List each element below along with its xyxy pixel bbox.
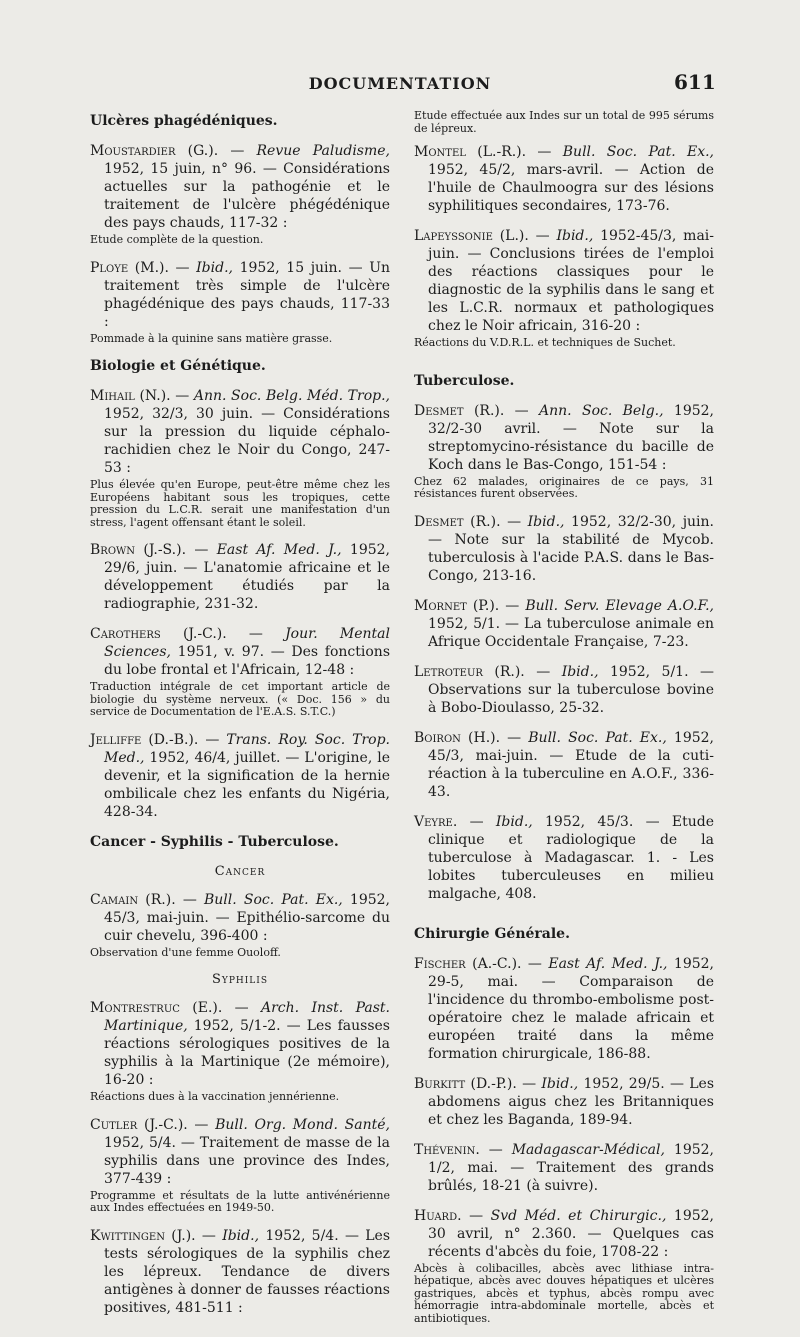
section-title: Biologie et Génétique. — [90, 358, 266, 374]
entry-note: Plus élevée qu'en Europe, peut-être même chez les Européens habitant sous les tropiques, cette pression du L.C.R. serait une manifestation d'un stress, l'agent offensant étant le soleil. — [90, 478, 390, 529]
entry-journal: Ann. Soc. Belg. Méd. Trop., — [193, 388, 390, 404]
entry-journal: Bull. Soc. Pat. Ex., — [528, 729, 667, 746]
entry-details: 1952-45/3, mai-juin. — Conclusions tirées de l'emploi des réactions classiques pour le diagnostic de la syphilis dans le sang et les L.C.R. normaux et pathologiques chez le Noir africain, 316-20 : — [428, 228, 715, 334]
entry-journal: Ibid., — [196, 259, 233, 276]
entry-author: Desmet — [414, 513, 464, 530]
entry-details: 1952, 15 juin. — Un traitement très simple de l'ulcère phagédénique des pays chauds, 117-33 : — [104, 259, 391, 330]
bibliography-entry: Boiron (H.). — Bull. Soc. Pat. Ex., 1952, 45/3, mai-juin. — Etude de la cuti-réaction à la tuberculine en A.O.F., 336-43. — [414, 729, 715, 800]
entry-journal: Ann. Soc. Belg., — [539, 402, 664, 419]
entry-details: 1952, 30 avril, n° 2.360. — Quelques cas récents d'abcès du foie, 1708-22 : — [428, 1207, 715, 1260]
entry-journal: Ibid., — [541, 1075, 579, 1092]
entry-journal: Ibid., — [222, 1227, 260, 1244]
entry-author: Thévenin — [414, 1141, 476, 1158]
entry-details: 1952, 5/4. — Les tests sérologiques de la syphilis chez les lépreux. Tendance de divers antigènes à donner de fausses réactions positives, 481-511 : — [104, 1227, 391, 1316]
entry-note: Traduction intégrale de cet important article de biologie du système nerveux. (« Doc. 156 » du service de Documentation de l'E.A.S. S.T.C.) — [90, 680, 390, 718]
entry-author: Huard — [414, 1207, 458, 1224]
section-title: Ulcères phagédéniques. — [90, 113, 278, 129]
bibliography-entry: Jelliffe (D.-B.). — Trans. Roy. Soc. Trop. Med., 1952, 46/4, juillet. — L'origine, le devenir, et la signification de la hernie ombilicale chez les enfants du Nigéria, 428-34. — [90, 731, 391, 820]
entry-details: 1952, 1/2, mai. — Traitement des grands brûlés, 18-21 (à suivre). — [428, 1141, 714, 1194]
bibliography-entry: Lapeyssonie (L.). — Ibid., 1952-45/3, mai-juin. — Conclusions tirées de l'emploi des réactions classiques pour le diagnostic de la syphilis dans le sang et les L.C.R. normaux et pathologiques chez le Noir africain, 316-20 : Réactions du V.D.R.L. et techniques de Suchet. — [414, 228, 715, 349]
entry-journal: East Af. Med. J., — [548, 955, 668, 972]
entry-journal: Ibid., — [527, 513, 565, 530]
bibliography-entry: Desmet (R.). — Ibid., 1952, 32/2-30, juin. — Note sur la stabilité de Mycob. tuberculosis à l'acide P.A.S. dans le Bas-Congo, 213-16. — [414, 513, 715, 584]
entry-author: Brown — [90, 542, 136, 558]
entry-note: Réactions du V.D.R.L. et techniques de Suchet. — [414, 336, 676, 349]
entry-journal: Madagascar-Médical, — [511, 1141, 665, 1158]
entry-author: Camain — [90, 891, 139, 908]
entry-author: Desmet — [414, 402, 464, 419]
entry-details: 1952, 45/3, mai-juin. — Epithélio-sarcome du cuir chevelu, 396-400 : — [104, 891, 390, 944]
entry-author: Carothers — [90, 626, 161, 642]
entry-journal: Ibid., — [556, 228, 594, 244]
entry-author: Fischer — [414, 955, 466, 972]
entry-note: Programme et résultats de la lutte antivénérienne aux Indes effectuées en 1949-50. — [90, 1188, 390, 1214]
bibliography-entry: Montrestruc (E.). — Arch. Inst. Past. Martinique, 1952, 5/1-2. — Les fausses réactions sérologiques positives de la syphilis à la Martinique (2e mémoire), 16-20 : Réactions dues à la vaccination jennérienne. — [90, 1000, 390, 1103]
entry-journal: East Af. Med. J., — [216, 542, 342, 558]
bibliography-entry: Mornet (P.). — Bull. Serv. Elevage A.O.F., 1952, 5/1. — La tuberculose animale en Afrique Occidentale Française, 7-23. — [414, 597, 714, 650]
entry-details: 1952, 32/3, 30 juin. — Considérations sur la pression du liquide céphalo-rachidien chez le Noir du Congo, 247-53 : — [104, 406, 390, 476]
entry-journal: Jour. Mental Sciences, — [104, 626, 390, 660]
entry-journal: Svd Méd. et Chirurgic., — [490, 1207, 667, 1224]
entry-author: Cutler — [90, 1116, 138, 1133]
entry-journal: Trans. Roy. Soc. Trop. Med., — [104, 731, 391, 766]
entry-journal: Bull. Soc. Pat. Ex., — [562, 144, 715, 160]
entry-author: Burkitt — [414, 1075, 466, 1092]
entry-details: 1952, 46/4, juillet. — L'origine, le devenir, et la signification de la hernie ombilicale chez les enfants du Nigéria, 428-34. — [104, 749, 390, 820]
entry-journal: Ibid., — [495, 813, 533, 830]
entry-author: Lapeyssonie — [414, 228, 493, 244]
entry-journal: Bull. Org. Mond. Santé, — [215, 1116, 391, 1133]
entry-journal: Revue Paludisme, — [256, 143, 390, 159]
bibliography-entry: Brown (J.-S.). — East Af. Med. J., 1952, 29/6, juin. — L'anatomie africaine et le développement étudiés par la radiographie, 231-32. — [90, 542, 391, 612]
entry-author: Mihail — [90, 388, 135, 404]
entry-details: 1951, v. 97. — Des fonctions du lobe frontal et l'Africain, 12-48 : — [104, 644, 390, 678]
section-title: Chirurgie Générale. — [414, 925, 570, 942]
entry-author: Jelliffe — [90, 731, 142, 748]
bibliography-entry: Desmet (R.). — Ann. Soc. Belg., 1952, 32/2-30 avril. — Note sur la streptomycino-résistance du bacille de Koch dans le Bas-Congo, 151-54 : Chez 62 malades, originaires de ce pays, 31 résistances furent observées. — [414, 402, 714, 500]
bibliography-entry: Mihail (N.). — Ann. Soc. Belg. Méd. Trop., 1952, 32/3, 30 juin. — Considérations sur la pression du liquide céphalo-rachidien chez le Noir du Congo, 247-53 : Plus élevée qu'en Europe, peut-être même chez les Européens habitant sous les tropiques, cette pression du L.C.R. serait une manifestation d'un stress, l'agent offensant étant le soleil. — [90, 388, 390, 529]
entry-author: Moustardier — [90, 143, 176, 159]
entry-details: 1952, 5/4. — Traitement de masse de la syphilis dans une province des Indes, 377-439 : — [104, 1134, 390, 1187]
entry-note: Chez 62 malades, originaires de ce pays, 31 résistances furent observées. — [414, 474, 714, 500]
entry-details: 1952, 29-5, mai. — Comparaison de l'incidence du thrombo-embolisme post-opératoire chez le malade africain et européen traité dans la même formation chirurgicale, 186-88. — [428, 955, 715, 1062]
subsection-title: Syphilis — [211, 972, 268, 987]
entry-note: Réactions dues à la vaccination jennérienne. — [90, 1090, 340, 1103]
entry-details: 1952, 45/3, mai-juin. — Etude de la cuti-réaction à la tuberculine en A.O.F., 336-43. — [428, 729, 715, 800]
section-title: Tuberculose. — [414, 372, 515, 389]
entry-details: 1952, 45/2, mars-avril. — Action de l'huile de Chaulmoogra sur des lésions syphilitiques secondaires, 173-76. — [428, 162, 714, 214]
entry-journal: Bull. Soc. Pat. Ex., — [203, 891, 343, 908]
entry-author: Kwittingen — [90, 1227, 165, 1244]
page-number: 611 — [674, 70, 716, 94]
entry-journal: Arch. Inst. Past. Martinique, — [104, 1000, 390, 1034]
entry-details: 1952, 32/2-30, juin. — Note sur la stabilité de Mycob. tuberculosis à l'acide P.A.S. dans le Bas-Congo, 213-16. — [428, 513, 715, 584]
entry-note: Pommade à la quinine sans matière grasse. — [90, 331, 333, 345]
entry-details: 1952, 29/6, juin. — L'anatomie africaine et le développement étudiés par la radiographie, 231-32. — [104, 542, 391, 612]
entry-details: 1952, 5/1. — La tuberculose animale en Afrique Occidentale Française, 7-23. — [428, 615, 714, 650]
running-header: DOCUMENTATION — [308, 74, 492, 93]
bibliography-entry: Moustardier (G.). — Revue Paludisme, 1952, 15 juin, n° 96. — Considérations actuelles sur la pathogénie et le traitement de l'ulcère phégédénique des pays chauds, 117-32 : Etude complète de la question. — [90, 143, 390, 246]
entry-details: 1952, 5/1-2. — Les fausses réactions sérologiques positives de la syphilis à la Martinique (2e mémoire), 16-20 : — [104, 1018, 390, 1088]
bibliography-entry: Kwittingen (J.). — Ibid., 1952, 5/4. — Les tests sérologiques de la syphilis chez les lépreux. Tendance de divers antigènes à donner de fausses réactions positives, 481-511 : — [90, 1227, 391, 1316]
bibliography-entry: Fischer (A.-C.). — East Af. Med. J., 1952, 29-5, mai. — Comparaison de l'incidence du thrombo-embolisme post-opératoire chez le malade africain et européen traité dans la même formation chirurgicale, 186-88. — [414, 955, 715, 1062]
subsection-title: Cancer — [214, 863, 266, 879]
bibliography-entry: Montel (L.-R.). — Bull. Soc. Pat. Ex., 1952, 45/2, mars-avril. — Action de l'huile de Chaulmoogra sur des lésions syphilitiques secondaires, 173-76. — [414, 144, 715, 214]
bibliography-entry: Veyre. — Ibid., 1952, 45/3. — Etude clinique et radiologique de la tuberculose à Madagascar. 1. - Les lobites tuberculeuses en milieu malgache, 408. — [414, 813, 714, 902]
entry-author: Mornet — [414, 597, 467, 614]
bibliography-entry: Ploye (M.). — Ibid., 1952, 15 juin. — Un traitement très simple de l'ulcère phagédénique des pays chauds, 117-33 : Pommade à la quinine sans matière grasse. — [90, 259, 391, 345]
entry-details: 1952, 32/2-30 avril. — Note sur la streptomycino-résistance du bacille de Koch dans le Bas-Congo, 151-54 : — [428, 402, 714, 473]
left-column — [90, 108, 390, 1329]
entry-note: Etude effectuée aux Indes sur un total de 995 sérums de lépreux. — [414, 109, 714, 135]
entry-details: 1952, 45/3. — Etude clinique et radiologique de la tuberculose à Madagascar. 1. - Les lobites tuberculeuses en milieu malgache, 408. — [428, 813, 714, 902]
entry-note: Observation d'une femme Ouoloff. — [90, 945, 281, 959]
entry-note: Abcès à colibacilles, abcès avec lithiase intra-hépatique, abcès avec douves hépatiques et ulcères gastriques, abcès et typhus, abcès rompu avec hémorragie intra-abdominale mortelle, abcès et antibiotiques. — [414, 1261, 714, 1325]
entry-author: Montel — [414, 144, 466, 160]
entry-author: Montrestruc — [90, 1000, 180, 1016]
bibliography-entry: Letroteur (R.). — Ibid., 1952, 5/1. — Observations sur la tuberculose bovine à Bobo-Dioulasso, 25-32. — [414, 663, 714, 716]
bibliography-entry: Camain (R.). — Bull. Soc. Pat. Ex., 1952, 45/3, mai-juin. — Epithélio-sarcome du cuir chevelu, 396-400 : Observation d'une femme Ouoloff. — [90, 891, 390, 959]
entry-author: Ploye — [90, 259, 129, 276]
entry-details: 1952, 5/1. — Observations sur la tuberculose bovine à Bobo-Dioulasso, 25-32. — [428, 663, 714, 716]
bibliography-entry: Carothers (J.-C.). — Jour. Mental Sciences, 1951, v. 97. — Des fonctions du lobe frontal et l'Africain, 12-48 : Traduction intégrale de cet important article de biologie du système nerveux. (« Doc. 156 » du service de Documentation de l'E.A.S. S.T.C.) — [90, 626, 390, 718]
bibliography-entry: Burkitt (D.-P.). — Ibid., 1952, 29/5. — Les abdomens aigus chez les Britanniques et chez les Baganda, 189-94. — [414, 1075, 714, 1128]
section-title: Cancer - Syphilis - Tuberculose. — [90, 833, 339, 850]
bibliography-entry: Huard. — Svd Méd. et Chirurgic., 1952, 30 avril, n° 2.360. — Quelques cas récents d'abcès du foie, 1708-22 : Abcès à colibacilles, abcès avec lithiase intra-hépatique, abcès avec douves hépatiques et ulcères gastriques, abcès et typhus, abcès rompu avec hémorragie intra-abdominale mortelle, abcès et antibiotiques. — [414, 1207, 715, 1325]
entry-author: Veyre — [414, 813, 453, 830]
entry-author: Letroteur — [414, 663, 483, 680]
bibliography-entry: Cutler (J.-C.). — Bull. Org. Mond. Santé, 1952, 5/4. — Traitement de masse de la syphilis dans une province des Indes, 377-439 : Programme et résultats de la lutte antivénérienne aux Indes effectuées en 1949-50. — [90, 1116, 391, 1214]
bibliography-entry: Thévenin. — Madagascar-Médical, 1952, 1/2, mai. — Traitement des grands brûlés, 18-21 (à suivre). — [414, 1141, 714, 1194]
entry-note: Etude complète de la question. — [90, 233, 264, 246]
entry-journal: Ibid., — [561, 663, 599, 680]
entry-details: 1952, 15 juin, n° 96. — Considérations actuelles sur la pathogénie et le traitement de l'ulcère phégédénique des pays chauds, 117-32 : — [104, 161, 390, 231]
right-column — [414, 110, 714, 1337]
entry-details: 1952, 29/5. — Les abdomens aigus chez les Britanniques et chez les Baganda, 189-94. — [428, 1075, 714, 1128]
entry-journal: Bull. Serv. Elevage A.O.F., — [525, 597, 714, 614]
entry-author: Boiron — [414, 729, 461, 746]
